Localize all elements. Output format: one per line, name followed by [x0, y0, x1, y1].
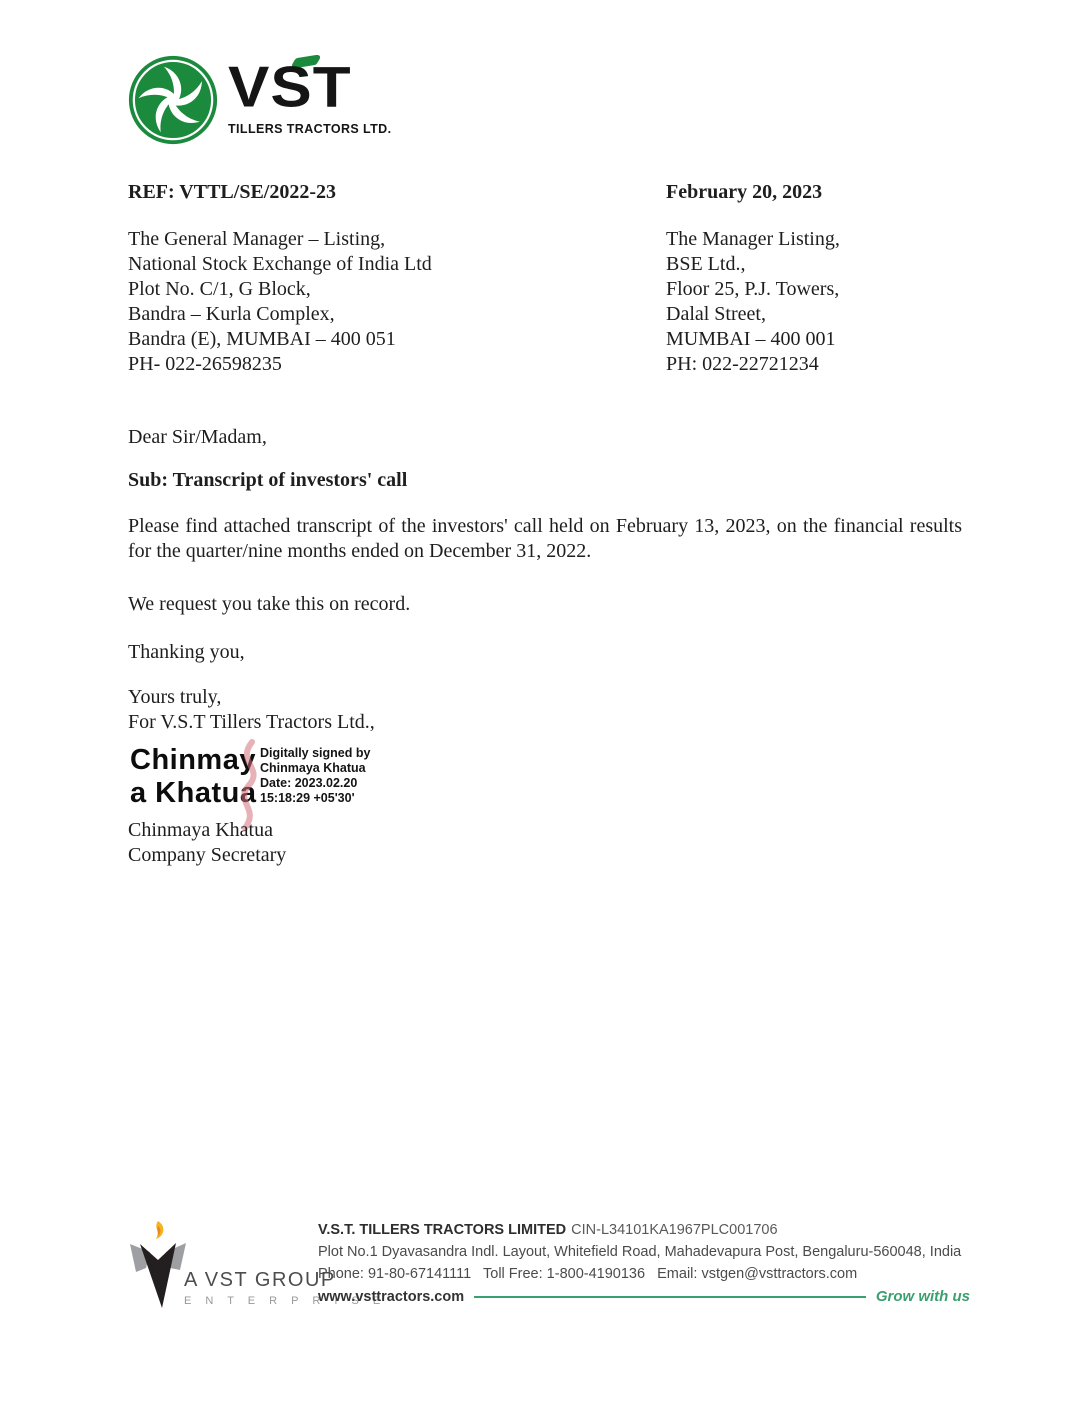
footer-email: Email: vstgen@vsttractors.com	[657, 1266, 858, 1282]
bse-address-line: BSE Ltd.,	[666, 253, 746, 275]
footer-tagline: Grow with us	[875, 1288, 970, 1305]
signer-block	[128, 818, 286, 868]
footer-contacts	[318, 1266, 970, 1282]
bse-address-line: PH: 022-22721234	[666, 353, 819, 375]
footer-divider-line	[474, 1296, 866, 1298]
thanking-line: Thanking you,	[128, 641, 245, 663]
company-logo	[128, 55, 391, 145]
nse-address-line: PH- 022-26598235	[128, 353, 282, 375]
footer-phone: Phone: 91-80-67141111	[318, 1266, 472, 1282]
closing-line: Yours truly,	[128, 686, 222, 708]
footer-cin: CIN-L34101KA1967PLC001706	[571, 1222, 778, 1238]
footer-info	[318, 1222, 970, 1305]
nse-address-block	[128, 227, 432, 377]
company-line: For V.S.T Tillers Tractors Ltd.,	[128, 711, 375, 733]
nse-address-line: Bandra (E), MUMBAI – 400 051	[128, 328, 396, 350]
body-paragraph-1: Please find attached transcript of the investors' call held on February 13, 2023, on the financial results for the quarter/nine months ended on December 31, 2022.	[128, 515, 962, 562]
signer-name: Chinmaya Khatua	[128, 819, 273, 841]
bse-address-block	[666, 227, 840, 377]
bse-address-line: Dalal Street,	[666, 303, 766, 325]
signature-name-line: Chinmay	[130, 744, 256, 776]
signature-detail-line: Date: 2023.02.20	[260, 776, 358, 790]
brand-wordmark: VST	[228, 55, 352, 120]
signature-details	[260, 746, 370, 806]
footer-company-name: V.S.T. TILLERS TRACTORS LIMITED	[318, 1222, 567, 1238]
brand-subtitle: TILLERS TRACTORS LTD.	[228, 122, 392, 136]
signer-title: Company Secretary	[128, 844, 287, 866]
nse-address-line: National Stock Exchange of India Ltd	[128, 253, 432, 275]
vst-pinwheel-icon	[128, 55, 218, 145]
closing-block	[128, 685, 375, 735]
nse-address-line: Plot No. C/1, G Block,	[128, 278, 311, 300]
subject-line: Sub: Transcript of investors' call	[128, 469, 408, 491]
bse-address-line: The Manager Listing,	[666, 228, 840, 250]
group-subtitle: E N T E R P R I S E	[184, 1295, 386, 1307]
signature-name-line: a Khatua	[130, 777, 257, 809]
vst-group-torch-icon	[128, 1220, 188, 1310]
digital-signature-stamp	[130, 744, 470, 828]
letter-date: February 20, 2023	[666, 181, 823, 203]
bse-address-line: Floor 25, P.J. Towers,	[666, 278, 840, 300]
bse-address-line: MUMBAI – 400 001	[666, 328, 836, 350]
reference-number: REF: VTTL/SE/2022-23	[128, 181, 336, 203]
footer-website: www.vsttractors.com	[318, 1288, 465, 1305]
body-paragraph-2: We request you take this on record.	[128, 593, 411, 615]
nse-address-line: Bandra – Kurla Complex,	[128, 303, 335, 325]
salutation: Dear Sir/Madam,	[128, 426, 267, 448]
signature-detail-line: Digitally signed by	[260, 746, 371, 760]
footer-address: Plot No.1 Dyavasandra Indl. Layout, Whitefield Road, Mahadevapura Post, Bengaluru-560048, India	[318, 1244, 962, 1260]
footer-tollfree: Toll Free: 1-800-4190136	[483, 1266, 646, 1282]
nse-address-line: The General Manager – Listing,	[128, 228, 386, 250]
signature-detail-line: Chinmaya Khatua	[260, 761, 366, 775]
group-name: A VST GROUP	[184, 1269, 336, 1291]
signature-detail-line: 15:18:29 +05'30'	[260, 791, 355, 805]
